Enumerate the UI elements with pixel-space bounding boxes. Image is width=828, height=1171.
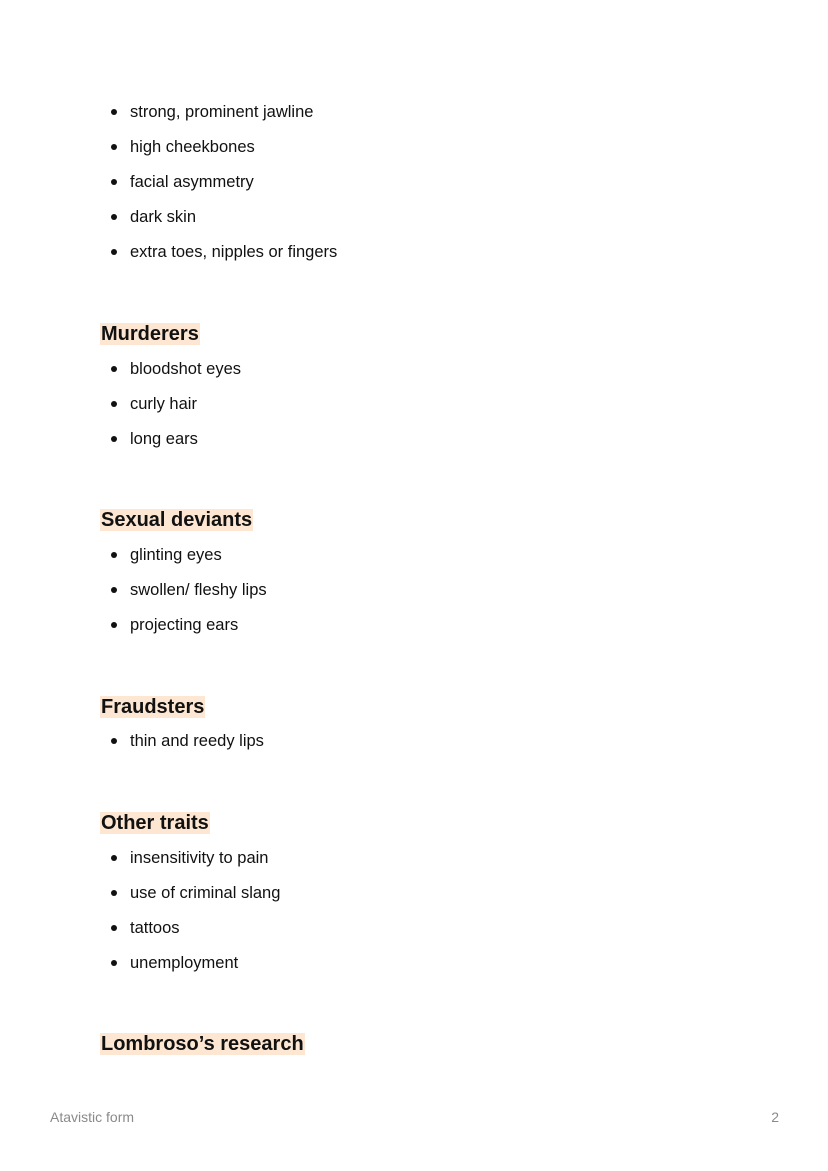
list-item: insensitivity to pain bbox=[130, 848, 280, 883]
list-item: tattoos bbox=[130, 918, 280, 953]
sexual-deviants-list bbox=[130, 545, 267, 650]
list-item: facial asymmetry bbox=[130, 172, 337, 207]
footer-document-title: Atavistic form bbox=[50, 1109, 135, 1125]
list-item: use of criminal slang bbox=[130, 883, 280, 918]
list-item: thin and reedy lips bbox=[130, 731, 264, 766]
list-item: glinting eyes bbox=[130, 545, 267, 580]
list-item: long ears bbox=[130, 429, 241, 464]
bullet-icon bbox=[111, 738, 117, 744]
bullet-icon bbox=[111, 109, 117, 115]
list-item: bloodshot eyes bbox=[130, 359, 241, 394]
bullet-icon bbox=[111, 214, 117, 220]
list-item: curly hair bbox=[130, 394, 241, 429]
murderers-list bbox=[130, 359, 241, 464]
lombroso-research-heading: Lombroso’s research bbox=[101, 1033, 304, 1055]
bullet-icon bbox=[111, 401, 117, 407]
bullet-icon bbox=[111, 179, 117, 185]
bullet-icon bbox=[111, 436, 117, 442]
sexual-deviants-heading: Sexual deviants bbox=[101, 509, 253, 531]
bullet-icon bbox=[111, 587, 117, 593]
list-item: high cheekbones bbox=[130, 137, 337, 172]
bullet-icon bbox=[111, 622, 117, 628]
list-item: projecting ears bbox=[130, 615, 267, 650]
bullet-icon bbox=[111, 144, 117, 150]
bullet-icon bbox=[111, 925, 117, 931]
list-item: swollen/ fleshy lips bbox=[130, 580, 267, 615]
bullet-icon bbox=[111, 249, 117, 255]
bullet-icon bbox=[111, 855, 117, 861]
murderers-heading: Murderers bbox=[101, 323, 199, 345]
list-item: dark skin bbox=[130, 207, 337, 242]
other-traits-heading: Other traits bbox=[101, 812, 209, 834]
bullet-icon bbox=[111, 366, 117, 372]
fraudsters-heading: Fraudsters bbox=[101, 696, 205, 718]
bullet-icon bbox=[111, 960, 117, 966]
list-item: extra toes, nipples or fingers bbox=[130, 242, 337, 277]
footer-page-number: 2 bbox=[771, 1109, 779, 1125]
other-traits-list bbox=[130, 848, 280, 988]
fraudsters-list bbox=[130, 731, 264, 766]
list-item: strong, prominent jawline bbox=[130, 102, 337, 137]
bullet-icon bbox=[111, 552, 117, 558]
list-item: unemployment bbox=[130, 953, 280, 988]
feature-list-continued bbox=[130, 102, 337, 277]
bullet-icon bbox=[111, 890, 117, 896]
